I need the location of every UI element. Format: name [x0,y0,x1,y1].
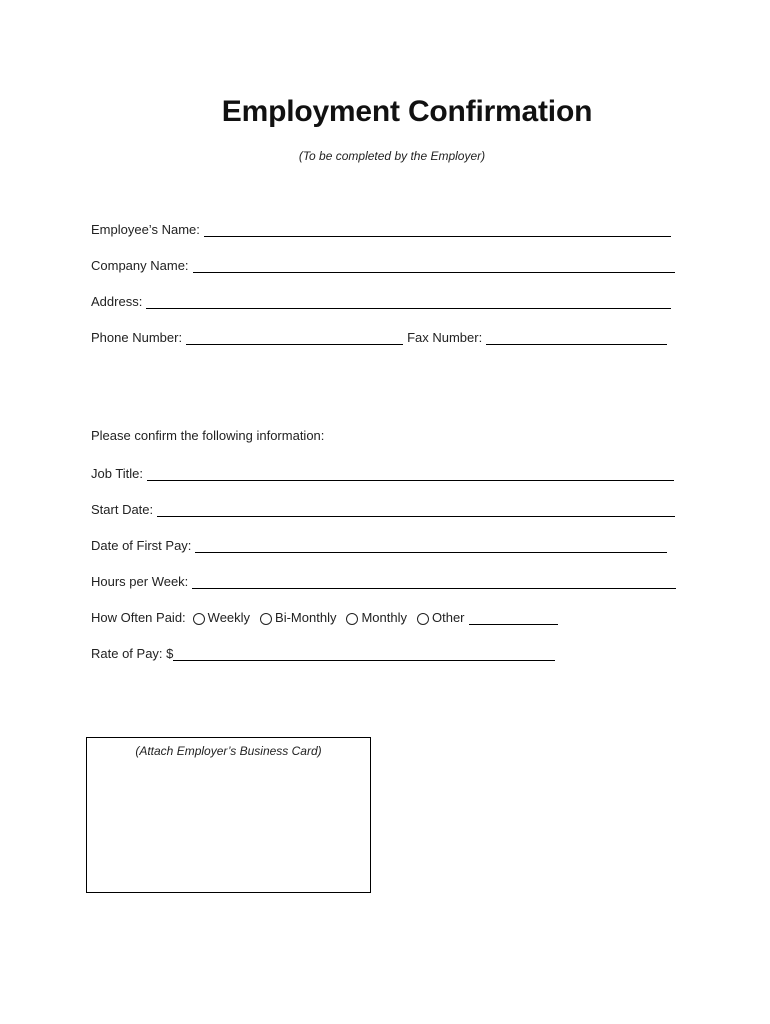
job-title-label: Job Title: [91,466,144,481]
confirm-instruction: Please confirm the following information: [91,428,325,443]
option-other-label: Other [432,610,465,625]
fax-label: Fax Number: [407,330,483,345]
first-pay-label: Date of First Pay: [91,538,192,553]
company-name-row [91,255,675,273]
start-date-label: Start Date: [91,502,154,517]
phone-fax-row [91,327,667,345]
company-name-field[interactable] [193,258,675,273]
rate-field[interactable] [173,646,555,661]
phone-label: Phone Number: [91,330,183,345]
radio-bi-monthly[interactable] [260,613,272,625]
pay-frequency-row [91,607,558,625]
other-frequency-field[interactable] [469,610,558,625]
hours-row [91,571,676,589]
rate-label: Rate of Pay: $ [91,646,174,661]
radio-monthly[interactable] [346,613,358,625]
option-weekly[interactable] [193,610,250,625]
business-card-note: (Attach Employer’s Business Card) [135,744,322,758]
employee-name-field[interactable] [204,222,671,237]
address-row [91,291,671,309]
option-bi-monthly[interactable] [260,610,336,625]
first-pay-field[interactable] [195,538,667,553]
option-monthly-label: Monthly [361,610,407,625]
start-date-row [91,499,675,517]
page-subtitle: (To be completed by the Employer) [298,149,486,163]
phone-field[interactable] [186,330,403,345]
employee-name-row [91,219,671,237]
option-monthly[interactable] [346,610,407,625]
job-title-row [91,463,674,481]
option-bi-monthly-label: Bi-Monthly [275,610,337,625]
pay-frequency-label: How Often Paid: [91,610,186,625]
radio-other[interactable] [417,613,429,625]
start-date-field[interactable] [157,502,675,517]
employee-name-label: Employee’s Name: [91,222,200,237]
company-name-label: Company Name: [91,258,189,273]
address-label: Address: [91,294,143,309]
business-card-box [86,737,371,893]
radio-weekly[interactable] [193,613,205,625]
hours-field[interactable] [192,574,676,589]
option-weekly-label: Weekly [207,610,251,625]
page-title: Employment Confirmation [221,95,593,128]
rate-row [91,643,555,661]
hours-label: Hours per Week: [91,574,189,589]
address-field[interactable] [146,294,671,309]
job-title-field[interactable] [147,466,674,481]
first-pay-row [91,535,667,553]
option-other[interactable] [417,610,558,625]
fax-field[interactable] [486,330,667,345]
